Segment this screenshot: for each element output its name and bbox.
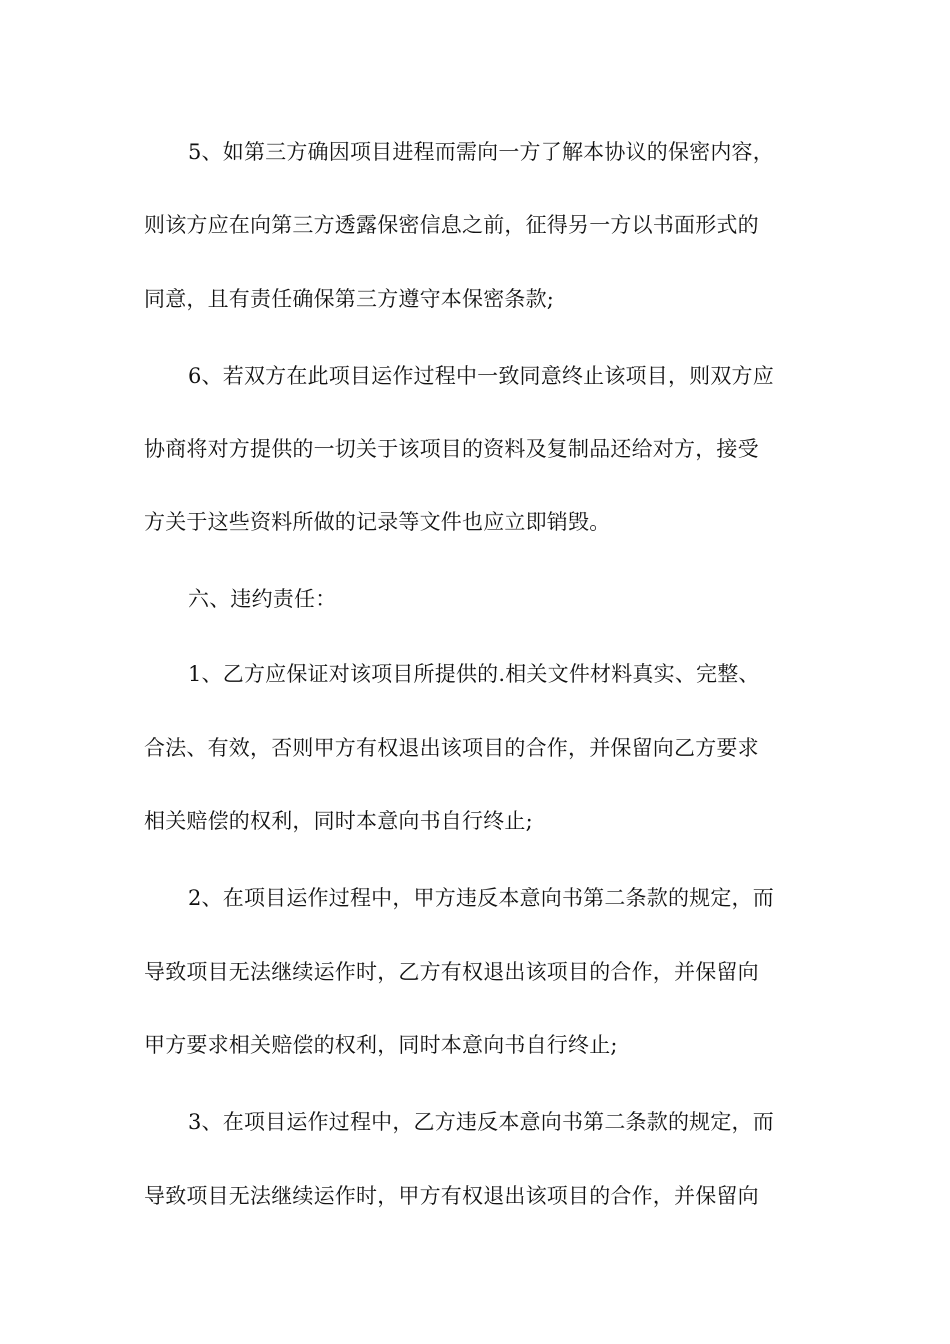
- clause-6-line-1: 6、若双方在此项目运作过程中一致同意终止该项目，则双方应: [188, 364, 774, 388]
- breach-clause-1-line-1: 1、乙方应保证对该项目所提供的.相关文件材料真实、完整、: [188, 662, 760, 686]
- breach-clause-1-line-2: 合法、有效，否则甲方有权退出该项目的合作，并保留向乙方要求: [144, 736, 759, 760]
- section-six-heading: 六、违约责任：: [188, 587, 337, 611]
- breach-clause-2-line-1: 2、在项目运作过程中，甲方违反本意向书第二条款的规定，而: [188, 886, 774, 910]
- breach-clause-3-line-2: 导致项目无法继续运作时，甲方有权退出该项目的合作，并保留向: [144, 1184, 759, 1208]
- clause-5-line-3: 同意，且有责任确保第三方遵守本保密条款;: [144, 287, 555, 311]
- clause-5-line-1: 5、如第三方确因项目进程而需向一方了解本协议的保密内容，: [188, 140, 774, 164]
- clause-6-line-2: 协商将对方提供的一切关于该项目的资料及复制品还给对方，接受: [144, 437, 759, 461]
- breach-clause-1-line-3: 相关赔偿的权利，同时本意向书自行终止;: [144, 809, 533, 833]
- breach-clause-2-line-3: 甲方要求相关赔偿的权利，同时本意向书自行终止;: [144, 1033, 618, 1057]
- clause-6-line-3: 方关于这些资料所做的记录等文件也应立即销毁。: [144, 510, 611, 534]
- breach-clause-3-line-1: 3、在项目运作过程中，乙方违反本意向书第二条款的规定，而: [188, 1110, 774, 1134]
- clause-5-line-2: 则该方应在向第三方透露保密信息之前，征得另一方以书面形式的: [144, 213, 759, 237]
- breach-clause-2-line-2: 导致项目无法继续运作时，乙方有权退出该项目的合作，并保留向: [144, 960, 759, 984]
